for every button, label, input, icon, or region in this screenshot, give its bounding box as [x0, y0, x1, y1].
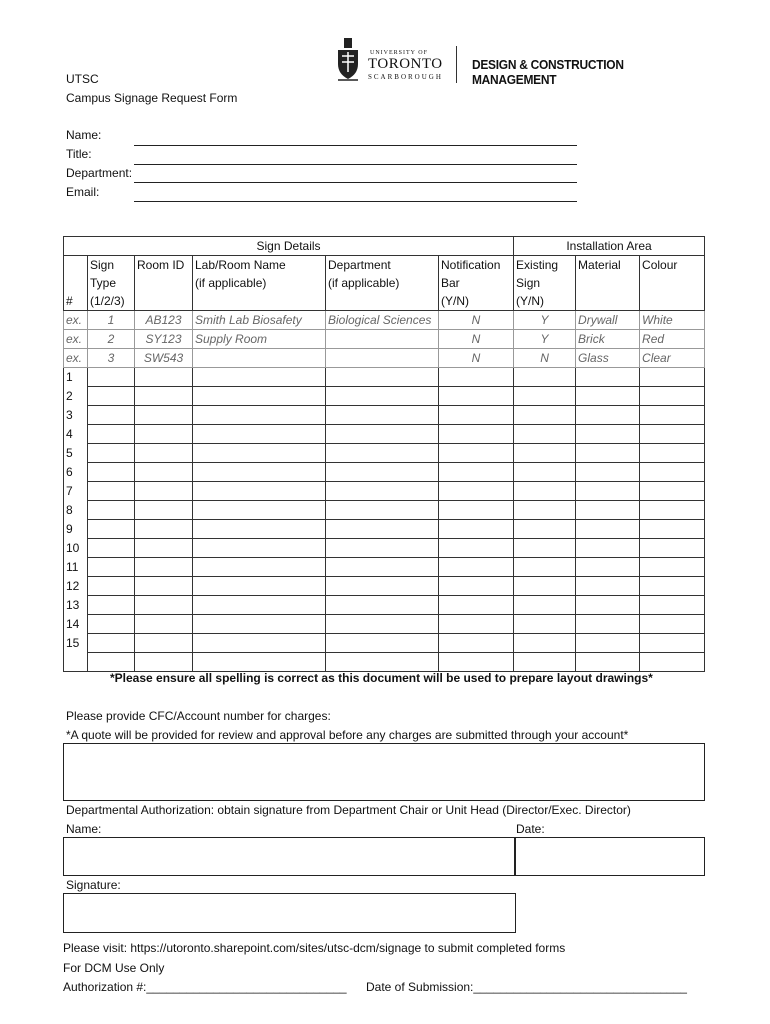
table-cell[interactable] — [88, 482, 135, 501]
table-cell[interactable] — [88, 539, 135, 558]
authorization-number: Authorization #:______________________________ — [63, 980, 347, 994]
column-header — [135, 256, 193, 311]
email-label: Email: — [66, 185, 100, 199]
row-number: 1 — [64, 368, 88, 387]
table-cell[interactable] — [514, 634, 576, 653]
example-cell: Smith Lab Biosafety — [193, 311, 326, 330]
column-header-line: Bar — [441, 276, 460, 290]
crest-icon — [334, 36, 362, 82]
table-cell[interactable] — [326, 387, 439, 406]
column-header-line: Existing — [516, 258, 559, 272]
example-row — [64, 330, 705, 349]
table-row — [64, 520, 705, 539]
example-cell: Red — [640, 330, 705, 349]
table-cell[interactable] — [576, 634, 640, 653]
table-cell[interactable] — [514, 406, 576, 425]
example-cell: Brick — [576, 330, 640, 349]
installation-area-header: Installation Area — [514, 237, 705, 256]
table-cell[interactable] — [193, 368, 326, 387]
table-cell[interactable] — [193, 387, 326, 406]
table-cell[interactable] — [640, 444, 705, 463]
row-number: 15 — [64, 634, 88, 653]
group-header-row — [64, 237, 705, 256]
column-header-line: # — [66, 294, 73, 308]
table-row — [64, 444, 705, 463]
table-cell[interactable] — [514, 596, 576, 615]
example-cell: N — [514, 349, 576, 368]
table-cell[interactable] — [88, 634, 135, 653]
table-cell[interactable] — [88, 463, 135, 482]
example-cell — [193, 349, 326, 368]
table-cell[interactable] — [439, 558, 514, 577]
table-cell[interactable] — [135, 406, 193, 425]
table-cell[interactable] — [439, 368, 514, 387]
column-header-line — [66, 256, 85, 274]
column-header-line — [328, 292, 436, 310]
table-cell[interactable] — [88, 653, 135, 672]
table-cell[interactable] — [439, 577, 514, 596]
table-cell[interactable] — [193, 653, 326, 672]
table-cell[interactable] — [88, 596, 135, 615]
table-row — [64, 425, 705, 444]
table-cell[interactable] — [640, 596, 705, 615]
column-header-line — [578, 274, 637, 292]
table-cell[interactable] — [439, 463, 514, 482]
table-cell[interactable] — [514, 368, 576, 387]
table-cell[interactable] — [640, 425, 705, 444]
row-number: 4 — [64, 425, 88, 444]
table-cell[interactable] — [439, 615, 514, 634]
table-cell[interactable] — [326, 634, 439, 653]
table-cell[interactable] — [640, 634, 705, 653]
table-cell[interactable] — [193, 425, 326, 444]
table-cell[interactable] — [576, 577, 640, 596]
table-cell[interactable] — [88, 558, 135, 577]
table-cell[interactable] — [135, 558, 193, 577]
column-header-row — [64, 256, 705, 311]
column-header-line — [66, 274, 85, 292]
table-cell[interactable] — [514, 615, 576, 634]
table-cell[interactable] — [640, 520, 705, 539]
column-header-line: (Y/N) — [516, 294, 545, 308]
auth-date-label: Date: — [516, 822, 545, 836]
table-cell[interactable] — [514, 444, 576, 463]
table-cell[interactable] — [193, 444, 326, 463]
form-title: Campus Signage Request Form — [66, 91, 238, 105]
column-header-line: Material — [578, 258, 621, 272]
column-header-line: Sign — [90, 258, 115, 272]
table-cell[interactable] — [576, 539, 640, 558]
table-cell[interactable] — [576, 463, 640, 482]
table-row — [64, 368, 705, 387]
column-header — [640, 256, 705, 311]
table-cell[interactable] — [439, 425, 514, 444]
table-cell[interactable] — [326, 482, 439, 501]
spelling-note: *Please ensure all spelling is correct as this document will be used to prepare layout drawings* — [110, 671, 653, 685]
table-cell[interactable] — [439, 406, 514, 425]
table-cell[interactable] — [88, 425, 135, 444]
table-cell[interactable] — [326, 539, 439, 558]
table-cell[interactable] — [193, 463, 326, 482]
table-cell[interactable] — [576, 501, 640, 520]
row-number: 9 — [64, 520, 88, 539]
name-field[interactable] — [134, 145, 577, 146]
table-cell[interactable] — [135, 368, 193, 387]
table-row — [64, 463, 705, 482]
signature-box[interactable] — [63, 893, 516, 933]
row-number: 6 — [64, 463, 88, 482]
table-cell[interactable] — [193, 539, 326, 558]
table-cell[interactable] — [135, 482, 193, 501]
logo-divider — [456, 46, 457, 83]
auth-date-box[interactable] — [514, 837, 705, 876]
example-cell: Drywall — [576, 311, 640, 330]
example-cell: Y — [514, 330, 576, 349]
dcm-use-label: For DCM Use Only — [63, 961, 165, 975]
table-cell[interactable] — [576, 615, 640, 634]
example-row — [64, 349, 705, 368]
table-cell[interactable] — [193, 596, 326, 615]
table-cell[interactable] — [576, 558, 640, 577]
table-cell[interactable] — [88, 387, 135, 406]
column-header — [64, 256, 88, 311]
column-header-line: Room ID — [137, 258, 185, 272]
column-header-line — [642, 292, 702, 310]
example-cell: ex. — [64, 330, 88, 349]
table-cell[interactable] — [576, 520, 640, 539]
table-cell[interactable] — [326, 596, 439, 615]
table-cell[interactable] — [640, 501, 705, 520]
signage-table — [63, 236, 705, 672]
row-number: 3 — [64, 406, 88, 425]
email-field[interactable] — [134, 201, 577, 202]
row-number: 5 — [64, 444, 88, 463]
table-cell[interactable] — [326, 501, 439, 520]
table-cell[interactable] — [576, 368, 640, 387]
column-header-line: Type — [90, 276, 117, 290]
auth-name-label: Name: — [66, 822, 102, 836]
example-cell — [326, 349, 439, 368]
table-row — [64, 653, 705, 672]
table-cell[interactable] — [88, 406, 135, 425]
column-header-line: (if applicable) — [328, 276, 400, 290]
row-number: 8 — [64, 501, 88, 520]
example-cell: ex. — [64, 349, 88, 368]
submission-instructions: Please visit: https://utoronto.sharepoint.com/sites/utsc-dcm/signage to submit completed forms — [63, 941, 566, 955]
table-cell[interactable] — [576, 406, 640, 425]
sign-details-header: Sign Details — [64, 237, 514, 256]
table-cell[interactable] — [193, 558, 326, 577]
logo-scarborough: SCARBOROUGH — [368, 73, 443, 81]
example-cell: SY123 — [135, 330, 193, 349]
table-cell[interactable] — [193, 406, 326, 425]
table-cell[interactable] — [514, 558, 576, 577]
example-row — [64, 311, 705, 330]
table-cell[interactable] — [640, 539, 705, 558]
column-header-line — [578, 292, 637, 310]
table-cell[interactable] — [326, 368, 439, 387]
table-cell[interactable] — [576, 444, 640, 463]
table-cell[interactable] — [439, 634, 514, 653]
row-number: 10 — [64, 539, 88, 558]
table-row — [64, 501, 705, 520]
example-cell — [326, 330, 439, 349]
example-cell: N — [439, 349, 514, 368]
table-cell[interactable] — [193, 501, 326, 520]
row-number: 11 — [64, 558, 88, 577]
column-header — [88, 256, 135, 311]
table-cell[interactable] — [135, 615, 193, 634]
table-cell[interactable] — [88, 501, 135, 520]
column-header-line: Notification — [441, 258, 501, 272]
example-cell: N — [439, 311, 514, 330]
signature-label: Signature: — [66, 878, 121, 892]
table-cell[interactable] — [576, 482, 640, 501]
table-cell[interactable] — [514, 425, 576, 444]
table-cell[interactable] — [576, 387, 640, 406]
example-cell: N — [439, 330, 514, 349]
table-cell[interactable] — [326, 463, 439, 482]
table-cell[interactable] — [88, 444, 135, 463]
table-cell[interactable] — [640, 482, 705, 501]
table-cell[interactable] — [135, 577, 193, 596]
table-cell[interactable] — [135, 634, 193, 653]
example-cell: 3 — [88, 349, 135, 368]
row-number: 13 — [64, 596, 88, 615]
table-cell[interactable] — [439, 539, 514, 558]
table-row — [64, 634, 705, 653]
table-cell[interactable] — [439, 520, 514, 539]
example-cell: Biological Sciences — [326, 311, 439, 330]
row-number: 2 — [64, 387, 88, 406]
authorization-heading: Departmental Authorization: obtain signature from Department Chair or Unit Head (Director/Exec. Director) — [66, 803, 631, 817]
column-header — [576, 256, 640, 311]
table-cell[interactable] — [439, 444, 514, 463]
table-cell[interactable] — [326, 444, 439, 463]
column-header-line — [137, 274, 190, 292]
charges-prompt: Please provide CFC/Account number for charges: — [66, 709, 331, 723]
example-cell: AB123 — [135, 311, 193, 330]
account-number-box[interactable] — [63, 743, 705, 801]
table-cell[interactable] — [326, 615, 439, 634]
table-cell[interactable] — [439, 501, 514, 520]
table-cell[interactable] — [193, 520, 326, 539]
example-cell: Y — [514, 311, 576, 330]
table-cell[interactable] — [576, 425, 640, 444]
column-header-line — [137, 292, 190, 310]
table-cell[interactable] — [135, 425, 193, 444]
table-cell[interactable] — [514, 463, 576, 482]
title-label: Title: — [66, 147, 92, 161]
table-cell[interactable] — [193, 634, 326, 653]
table-cell[interactable] — [640, 653, 705, 672]
column-header — [193, 256, 326, 311]
table-cell[interactable] — [514, 387, 576, 406]
example-cell: ex. — [64, 311, 88, 330]
table-cell[interactable] — [640, 615, 705, 634]
table-cell[interactable] — [135, 539, 193, 558]
table-cell[interactable] — [88, 615, 135, 634]
table-cell[interactable] — [326, 425, 439, 444]
table-cell[interactable] — [514, 520, 576, 539]
table-cell[interactable] — [135, 596, 193, 615]
table-cell[interactable] — [514, 577, 576, 596]
table-cell[interactable] — [640, 368, 705, 387]
logo-toronto: TORONTO — [368, 56, 443, 72]
table-row — [64, 596, 705, 615]
table-cell[interactable] — [135, 463, 193, 482]
table-cell[interactable] — [193, 615, 326, 634]
example-cell: 1 — [88, 311, 135, 330]
auth-name-box[interactable] — [63, 837, 516, 876]
table-cell[interactable] — [326, 520, 439, 539]
table-cell[interactable] — [514, 482, 576, 501]
logo-university-of: UNIVERSITY OF — [370, 50, 428, 56]
table-cell[interactable] — [326, 558, 439, 577]
table-cell[interactable] — [135, 501, 193, 520]
table-row — [64, 406, 705, 425]
logo-department: DESIGN & CONSTRUCTION MANAGEMENT — [472, 57, 624, 87]
table-cell[interactable] — [135, 387, 193, 406]
table-cell[interactable] — [640, 406, 705, 425]
column-header — [326, 256, 439, 311]
university-logo — [334, 36, 714, 86]
table-cell[interactable] — [135, 653, 193, 672]
example-cell: Supply Room — [193, 330, 326, 349]
table-cell[interactable] — [135, 520, 193, 539]
charges-note: *A quote will be provided for review and approval before any charges are submitted through your account* — [66, 728, 629, 742]
department-field[interactable] — [134, 182, 577, 183]
table-row — [64, 387, 705, 406]
column-header-line: Department — [328, 258, 391, 272]
table-cell[interactable] — [326, 653, 439, 672]
row-number: 7 — [64, 482, 88, 501]
table-cell[interactable] — [193, 577, 326, 596]
table-cell[interactable] — [193, 482, 326, 501]
org-name: UTSC — [66, 72, 99, 86]
department-label: Department: — [66, 166, 133, 180]
table-cell[interactable] — [439, 482, 514, 501]
table-cell[interactable] — [326, 577, 439, 596]
column-header-line: (1/2/3) — [90, 294, 125, 308]
name-label: Name: — [66, 128, 102, 142]
table-row — [64, 577, 705, 596]
table-cell[interactable] — [576, 653, 640, 672]
table-cell[interactable] — [640, 463, 705, 482]
example-cell: SW543 — [135, 349, 193, 368]
column-header — [439, 256, 514, 311]
table-cell[interactable] — [439, 653, 514, 672]
date-of-submission: Date of Submission:________________________________ — [366, 980, 687, 994]
column-header-line: Sign — [516, 276, 541, 290]
table-cell[interactable] — [576, 596, 640, 615]
table-row — [64, 539, 705, 558]
row-number — [64, 653, 88, 672]
example-cell: Clear — [640, 349, 705, 368]
column-header — [514, 256, 576, 311]
table-row — [64, 558, 705, 577]
table-cell[interactable] — [640, 577, 705, 596]
row-number: 12 — [64, 577, 88, 596]
table-cell[interactable] — [514, 539, 576, 558]
title-field[interactable] — [134, 164, 577, 165]
table-cell[interactable] — [88, 520, 135, 539]
table-row — [64, 482, 705, 501]
column-header-line: (if applicable) — [195, 276, 267, 290]
table-cell[interactable] — [514, 501, 576, 520]
table-cell[interactable] — [135, 444, 193, 463]
column-header-line — [642, 274, 702, 292]
table-cell[interactable] — [88, 368, 135, 387]
example-cell: White — [640, 311, 705, 330]
table-cell[interactable] — [514, 653, 576, 672]
row-number: 14 — [64, 615, 88, 634]
column-header-line: Colour — [642, 258, 678, 272]
table-cell[interactable] — [326, 406, 439, 425]
table-cell[interactable] — [439, 596, 514, 615]
table-cell[interactable] — [640, 387, 705, 406]
column-header-line: (Y/N) — [441, 294, 469, 308]
column-header-line — [195, 292, 323, 310]
table-row — [64, 615, 705, 634]
table-cell[interactable] — [439, 387, 514, 406]
example-cell: Glass — [576, 349, 640, 368]
example-cell: 2 — [88, 330, 135, 349]
table-cell[interactable] — [88, 577, 135, 596]
table-cell[interactable] — [640, 558, 705, 577]
column-header-line: Lab/Room Name — [195, 258, 286, 272]
